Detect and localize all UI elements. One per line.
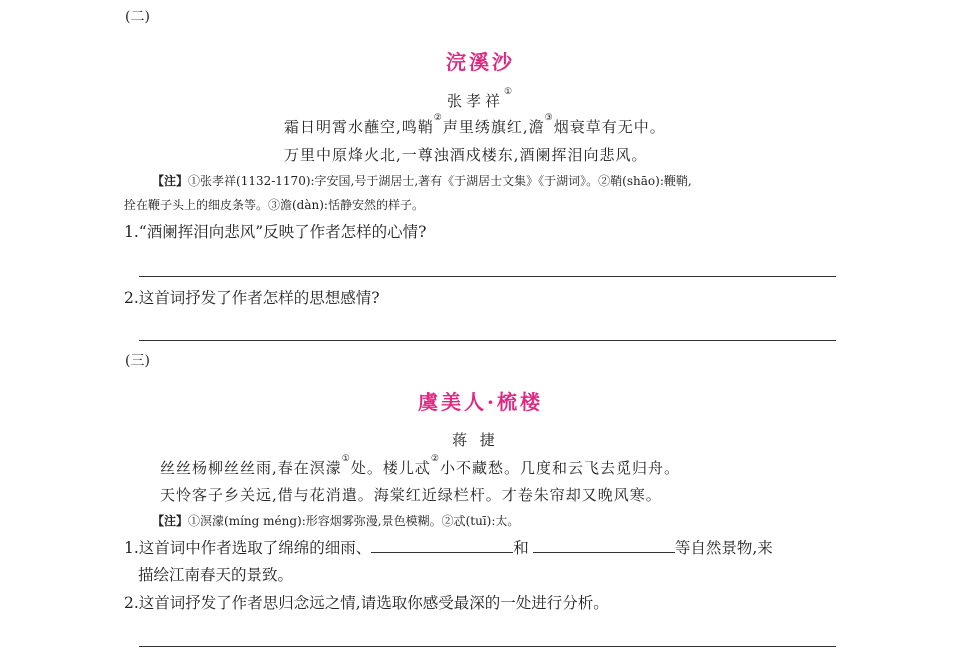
poem-title-huanxisha: 浣溪沙 (446, 50, 515, 74)
note-line-2: 拴在鞭子头上的细皮条等。③澹(dàn):恬静安然的样子。 (124, 198, 424, 212)
footnote-mark: ③ (544, 113, 554, 123)
fill-blank-1[interactable] (371, 536, 513, 553)
footnote-mark: ② (430, 454, 440, 464)
footnote-mark: ① (341, 454, 351, 464)
section-label-3: (三) (125, 353, 150, 369)
question-text: 和 (513, 539, 529, 557)
poem-title-yumeiren: 虞美人·梳楼 (418, 390, 543, 414)
verse-text: 声里绣旗红,澹 (442, 118, 545, 136)
verse-text: 小不藏愁。几度和云飞去觅归舟。 (439, 459, 680, 477)
answer-line[interactable] (139, 340, 836, 341)
question-1 (124, 536, 773, 558)
fill-blank-2[interactable] (533, 536, 675, 553)
verse-text: 丝丝杨柳丝丝雨,春在溟濛 (160, 459, 342, 477)
section-label-2: (二) (125, 9, 150, 25)
verse-line-1 (284, 113, 666, 137)
question-1-line-2: 描绘江南春天的景致。 (138, 566, 294, 584)
verse-text: 烟衰草有无中。 (553, 118, 666, 136)
verse-text: 霜日明霄水蘸空,鸣鞘 (284, 118, 434, 136)
note-label: 【注】 (152, 514, 189, 528)
poem-author-2: 蒋 捷 (452, 431, 499, 449)
note-line (152, 512, 519, 529)
verse-text: 处。楼儿忒 (350, 459, 431, 477)
author-footnote: ① (504, 87, 517, 97)
answer-line[interactable] (139, 646, 836, 647)
note-line-1 (152, 172, 692, 189)
note-text: ①张孝祥(1132-1170):字安国,号于湖居士,著有《于湖居士文集》《于湖词》。②鞘(shāo):鞭鞘, (188, 174, 692, 188)
author-name: 张孝祥 (447, 92, 505, 110)
question-1: 1.“酒阑挥泪向悲风”反映了作者怎样的心情? (124, 223, 427, 241)
question-2: 2.这首词抒发了作者怎样的思想感情? (124, 289, 380, 307)
question-2: 2.这首词抒发了作者思归念远之情,请选取你感受最深的一处进行分析。 (124, 594, 609, 612)
footnote-mark: ② (433, 113, 443, 123)
note-text: ①溟濛(míng méng):形容烟雾弥漫,景色模糊。②忒(tuī):太。 (188, 514, 520, 528)
answer-line[interactable] (139, 276, 836, 277)
verse-line-2: 万里中原烽火北,一尊浊酒戍楼东,酒阑挥泪向悲风。 (284, 146, 648, 164)
poem-author-1 (447, 87, 517, 111)
question-text: 1.这首词中作者选取了绵绵的细雨、 (124, 539, 372, 557)
verse-line-2: 天怜客子乡关远,借与花消遣。海棠红近绿栏杆。才卷朱帘却又晚风寒。 (160, 486, 662, 504)
note-label: 【注】 (152, 174, 189, 188)
verse-line-1 (160, 454, 680, 478)
question-text: 等自然景物,来 (674, 539, 773, 557)
